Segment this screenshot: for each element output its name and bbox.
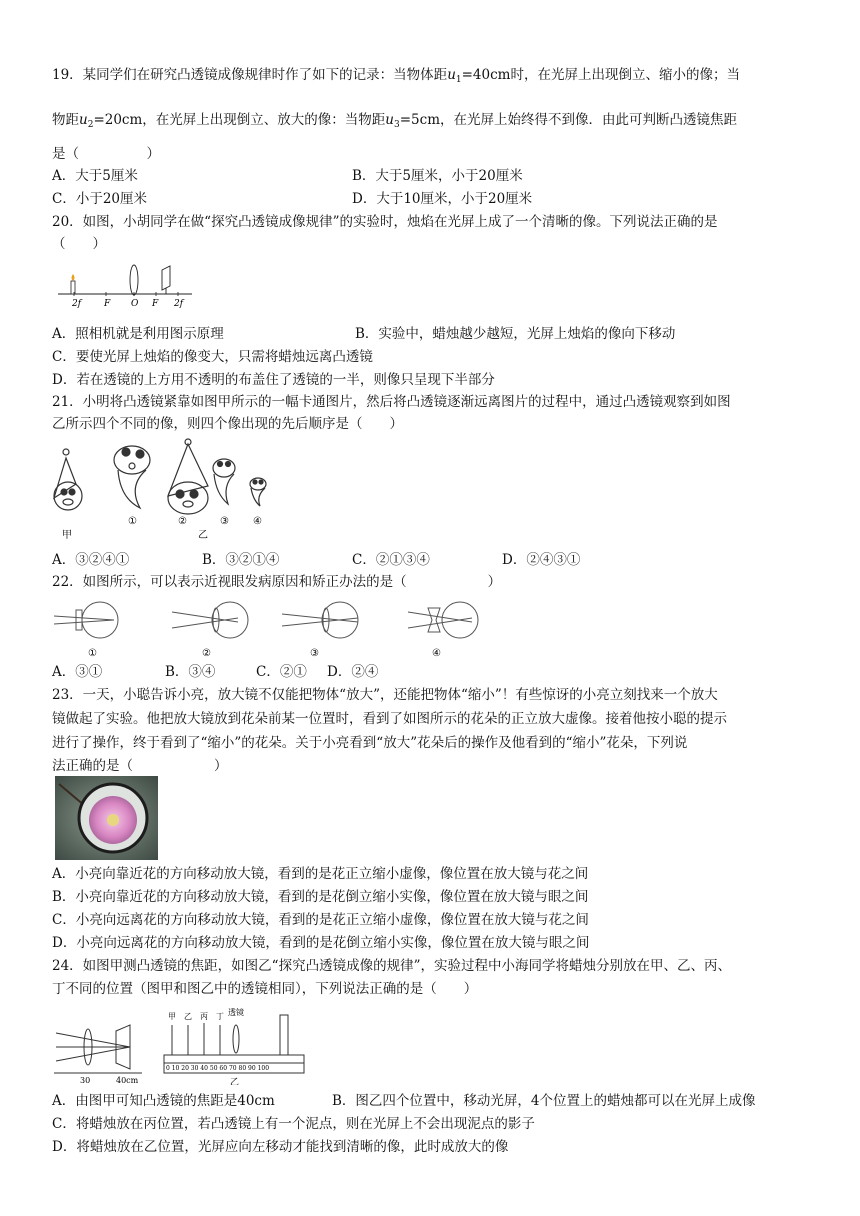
q21-stem-line2: 乙所示四个不同的像，则四个像出现的先后顺序是（ ） <box>52 416 403 432</box>
eye-icon-2 <box>212 602 248 638</box>
q19-stem-line2: 物距$u_2=20cm$，在光屏上出现倒立、放大的像：当物距$u_3=5cm$，在光屏上始终得不到像．由此可判断凸透镜焦距 <box>52 112 737 130</box>
ray-1 <box>56 1033 130 1047</box>
fig-top-ding: 丁 <box>216 1012 224 1021</box>
fig-num-3: ③ <box>310 648 319 659</box>
fig-label-o: O <box>131 299 139 309</box>
q20-option-d[interactable]: D．若在透镜的上方用不透明的布盖住了透镜的一半，则像只呈现下半部分 <box>52 372 495 388</box>
q23-option-d[interactable]: D．小亮向远离花的方向移动放大镜，看到的是花倒立缩小实像，像位置在放大镜与眼之间 <box>52 935 590 951</box>
convex-lens-icon <box>130 265 138 295</box>
fig-label-jia: 甲 <box>62 530 72 541</box>
q22-option-a[interactable]: A．③① <box>52 664 103 680</box>
q22-stem-line1: 22．如图所示，可以表示近视眼发病原因和矫正办法的是（ ） <box>52 574 502 590</box>
q23-stem-line2: 镜做起了实验。他把放大镜放到花朵前某一位置时，看到了如图所示的花朵的正立放大虚像。接着他按小聪的提示 <box>52 711 727 727</box>
q19-option-a[interactable]: A．大于5厘米 <box>52 168 138 184</box>
fig-scale: 0 10 20 30 40 50 60 70 80 90 100 <box>166 1065 270 1072</box>
fig-label-2f-left: 2f <box>72 299 82 309</box>
fig-num-4: ④ <box>253 516 262 527</box>
q20-optical-bench-figure <box>52 256 197 312</box>
q19-stem-line3: 是（ ） <box>52 146 160 162</box>
fig-num-4: ④ <box>432 648 441 659</box>
bench-lens-icon <box>233 1025 239 1053</box>
q24-stem-line1: 24．如图甲测凸透镜的焦距，如图乙“探究凸透镜成像的规律”，实验过程中小海同学将蜡烛分别放在甲、乙、丙、 <box>52 958 731 974</box>
q23-stem-line4: 法正确的是（ ） <box>52 758 228 774</box>
q21-option-c[interactable]: C．②①③④ <box>352 552 430 568</box>
fig-label-30: 30 <box>80 1076 91 1085</box>
bench-screen-icon <box>280 1015 288 1055</box>
fig-label-2f-right: 2f <box>174 299 184 309</box>
q22-option-c[interactable]: C．②① <box>256 664 307 680</box>
q20-option-c[interactable]: C．要使光屏上烛焰的像变大，只需将蜡烛远离凸透镜 <box>52 349 373 365</box>
q21-stem-line1: 21．小明将凸透镜紧靠如图甲所示的一幅卡通图片，然后将凸透镜逐渐远离图片的过程中，通过凸透镜观察到如图 <box>52 394 731 410</box>
q24-option-a[interactable]: A．由图甲可知凸透镜的焦距是40cm <box>52 1093 275 1109</box>
q24-option-d[interactable]: D．将蜡烛放在乙位置，光屏应向左移动才能找到清晰的像，此时成放大的像 <box>52 1139 509 1155</box>
q24-focal-length-and-bench-figure <box>52 1003 307 1085</box>
ray-3 <box>56 1047 130 1061</box>
q23-stem-line1: 23．一天，小聪告诉小亮，放大镜不仅能把物体“放大”，还能把物体“缩小”！有些惊讶的小亮立刻找来一个放大 <box>52 687 718 703</box>
q22-option-b[interactable]: B．③④ <box>165 664 216 680</box>
q24-stem-line2: 丁不同的位置（图甲和图乙中的透镜相同），下列说法正确的是（ ） <box>52 981 478 997</box>
inverted-image-4 <box>251 488 265 506</box>
screen-icon <box>162 266 170 290</box>
q22-option-d[interactable]: D．②④ <box>327 664 379 680</box>
fig-top-yi: 乙 <box>184 1012 192 1021</box>
q19-option-b[interactable]: B．大于5厘米，小于20厘米 <box>352 168 523 184</box>
q20-stem-line2: （ ） <box>52 236 106 252</box>
q23-option-b[interactable]: B．小亮向靠近花的方向移动放大镜，看到的是花倒立缩小实像，像位置在放大镜与眼之间 <box>52 889 589 905</box>
q22-eye-diagrams-figure <box>52 596 482 662</box>
q21-option-b[interactable]: B．③②①④ <box>202 552 280 568</box>
q20-stem-line1: 20．如图，小胡同学在做“探究凸透镜成像规律”的实验时，烛焰在光屏上成了一个清晰的像。下列说法正确的是 <box>52 214 718 230</box>
fig-label-yi: 乙 <box>198 530 208 541</box>
fig-label-lens: 透镜 <box>228 1008 244 1017</box>
inverted-image-1 <box>118 470 146 508</box>
q19-stem-line1: 19．某同学们在研究凸透镜成像规律时作了如下的记录：当物体距$u_1=40cm$时，在光屏上出现倒立、缩小的像；当 <box>52 67 740 85</box>
fig-label-f-left: F <box>104 299 111 309</box>
fig-label-40cm: 40cm <box>116 1076 139 1085</box>
q20-option-b[interactable]: B．实验中，蜡烛越少越短，光屏上烛焰的像向下移动 <box>355 326 676 342</box>
fig-num-2: ② <box>178 516 187 527</box>
q20-option-a[interactable]: A．照相机就是利用图示原理 <box>52 326 224 342</box>
q19-option-d[interactable]: D．大于10厘米，小于20厘米 <box>352 191 533 207</box>
upright-image-2 <box>168 444 208 496</box>
inverted-image-3 <box>214 474 234 504</box>
q21-option-d[interactable]: D．②④③① <box>502 552 581 568</box>
fig-num-1: ① <box>128 516 137 527</box>
q23-stem-line3: 进行了操作，终于看到了“缩小”的花朵。关于小亮看到“放大”花朵后的操作及他看到的“缩小”花朵，下列说 <box>52 735 688 751</box>
candle-icon <box>71 281 75 294</box>
fig-top-bing: 丙 <box>200 1012 208 1021</box>
q21-cartoon-figure <box>48 436 278 544</box>
fig-label-yi: 乙 <box>230 1078 240 1085</box>
fig-num-3: ③ <box>220 516 229 527</box>
q24-option-c[interactable]: C．将蜡烛放在丙位置，若凸透镜上有一个泥点，则在光屏上不会出现泥点的影子 <box>52 1116 535 1132</box>
q21-option-a[interactable]: A．③②④① <box>52 552 130 568</box>
fig-num-2: ② <box>202 648 211 659</box>
flame-icon <box>72 274 75 281</box>
q24-option-b[interactable]: B．图乙四个位置中，移动光屏，4个位置上的蜡烛都可以在光屏上成像 <box>332 1093 756 1109</box>
q23-magnifier-flower-photo <box>55 776 158 860</box>
fig-top-jia: 甲 <box>168 1012 176 1021</box>
fig-label-f-right: F <box>152 299 159 309</box>
q19-option-c[interactable]: C．小于20厘米 <box>52 191 148 207</box>
q23-option-a[interactable]: A．小亮向靠近花的方向移动放大镜，看到的是花正立缩小虚像，像位置在放大镜与花之间 <box>52 866 589 882</box>
fig-num-1: ① <box>88 648 97 659</box>
q23-option-c[interactable]: C．小亮向远离花的方向移动放大镜，看到的是花正立缩小虚像，像位置在放大镜与花之间 <box>52 912 589 928</box>
